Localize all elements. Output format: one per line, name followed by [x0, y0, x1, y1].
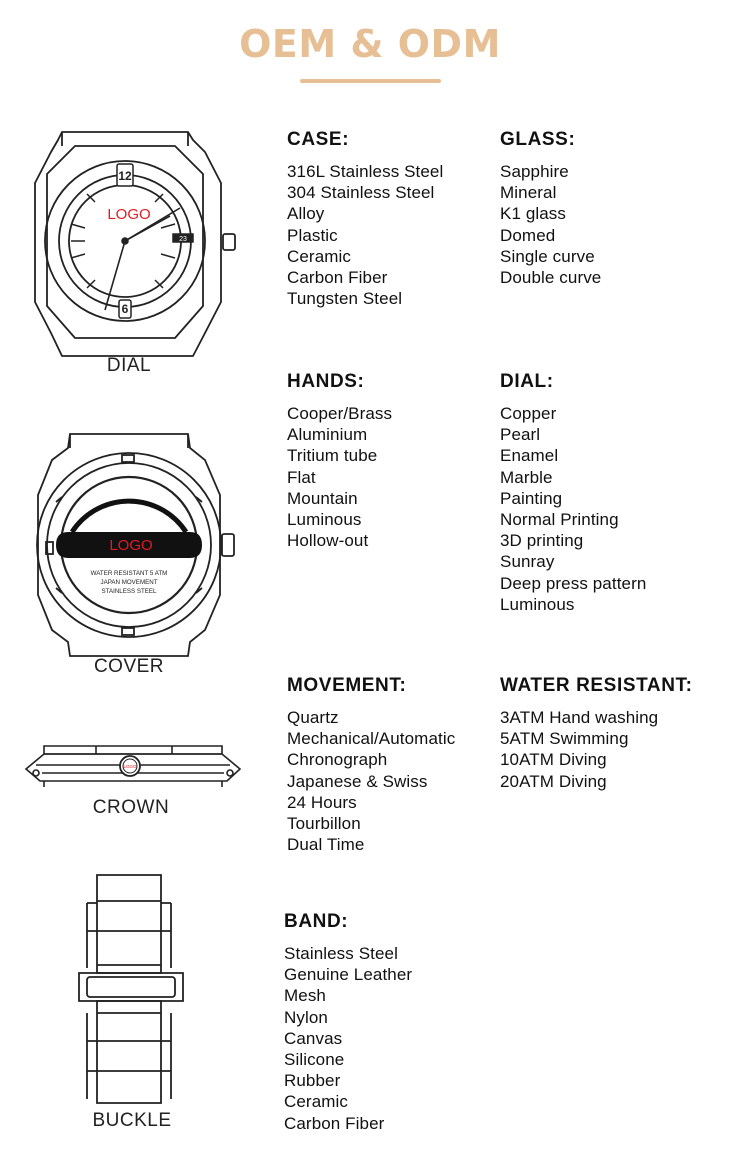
list-item: Luminous [500, 594, 575, 614]
dial-label: DIAL [106, 355, 152, 376]
hands-section [287, 371, 392, 551]
case-title: CASE: [287, 129, 350, 150]
list-item: Pearl [500, 425, 541, 445]
list-item: Silicone [284, 1050, 345, 1070]
glass-section [500, 129, 601, 288]
list-item: Copper [500, 404, 557, 423]
title-underline [300, 79, 441, 83]
water-resistant-list [500, 707, 693, 792]
crown-logo: LOGO [123, 764, 137, 769]
list-item: Rubber [284, 1071, 341, 1091]
dial-number-6: 6 [121, 302, 129, 316]
list-item: Deep press pattern [500, 573, 647, 593]
list-item: Canvas [284, 1028, 343, 1048]
list-item: Luminous [287, 510, 362, 530]
list-item: Marble [500, 467, 553, 487]
list-item: Japanese & Swiss [287, 771, 428, 791]
list-item: 24 Hours [287, 792, 357, 812]
list-item: Mountain [287, 488, 358, 508]
list-item: 5ATM Swimming [500, 729, 629, 749]
cover-illustration [30, 430, 245, 660]
water-resistant-title: WATER RESISTANT: [500, 675, 693, 696]
movement-title: MOVEMENT: [287, 675, 407, 696]
dial-date-window: 23 [179, 236, 187, 243]
list-item: Double curve [500, 268, 602, 288]
crown-illustration [22, 743, 244, 789]
list-item: Sunray [500, 552, 555, 572]
list-item: Plastic [287, 225, 338, 245]
list-item: Mesh [284, 986, 326, 1006]
dial-logo: LOGO [107, 206, 151, 223]
list-item: Mechanical/Automatic [287, 729, 456, 749]
glass-title: GLASS: [500, 129, 576, 150]
list-item: Flat [287, 467, 316, 487]
list-item: Normal Printing [500, 510, 619, 530]
list-item: Single curve [500, 246, 595, 266]
crown-label: CROWN [92, 797, 170, 818]
glass-list [500, 161, 601, 288]
list-item: Sapphire [500, 162, 569, 181]
cover-text-line3: STAINLESS STEEL [101, 588, 157, 595]
movement-list [287, 707, 455, 855]
cover-label: COVER [93, 656, 165, 677]
movement-section [287, 675, 455, 855]
list-item: 3D printing [500, 531, 584, 551]
list-item: Tritium tube [287, 446, 378, 466]
list-item: 3ATM Hand washing [500, 708, 659, 727]
list-item: Nylon [284, 1007, 328, 1027]
band-list [284, 943, 412, 1134]
list-item: Cooper/Brass [287, 404, 393, 423]
hands-list [287, 403, 392, 551]
list-item: K1 glass [500, 204, 567, 224]
list-item: Stainless Steel [284, 944, 398, 963]
case-list [287, 161, 443, 309]
list-item: Tungsten Steel [287, 289, 403, 309]
list-item: Quartz [287, 708, 339, 727]
dial-section [500, 371, 646, 615]
list-item: Tourbillon [287, 814, 361, 834]
list-item: Domed [500, 225, 556, 245]
hands-title: HANDS: [287, 371, 365, 392]
dial-number-12: 12 [118, 169, 132, 183]
list-item: 304 Stainless Steel [287, 183, 435, 203]
buckle-illustration [77, 873, 189, 1107]
list-item: Genuine Leather [284, 965, 413, 985]
list-item: Ceramic [284, 1092, 348, 1112]
list-item: Enamel [500, 446, 559, 466]
list-item: Ceramic [287, 246, 351, 266]
water-resistant-section [500, 675, 693, 792]
page-title: OEM & ODM [239, 22, 501, 66]
list-item: Painting [500, 488, 563, 508]
list-item: 20ATM Diving [500, 771, 607, 791]
dial-illustration [25, 128, 245, 360]
band-title: BAND: [284, 911, 349, 932]
cover-text-line1: WATER RESISTANT 5 ATM [90, 570, 168, 577]
list-item: Carbon Fiber [284, 1113, 385, 1133]
case-section [287, 129, 443, 309]
list-item: Dual Time [287, 835, 365, 855]
list-item: Aluminium [287, 425, 368, 445]
list-item: 316L Stainless Steel [287, 162, 444, 181]
band-section [284, 911, 412, 1134]
dial-title: DIAL: [500, 371, 554, 392]
cover-logo: LOGO [109, 537, 153, 554]
dial-list [500, 403, 646, 615]
buckle-label: BUCKLE [92, 1110, 172, 1131]
cover-text-line2: JAPAN MOVEMENT [100, 579, 158, 586]
list-item: Mineral [500, 183, 557, 203]
list-item: Carbon Fiber [287, 268, 388, 288]
list-item: Chronograph [287, 750, 388, 770]
list-item: Hollow-out [287, 531, 369, 551]
list-item: Alloy [287, 204, 325, 224]
list-item: 10ATM Diving [500, 750, 607, 770]
